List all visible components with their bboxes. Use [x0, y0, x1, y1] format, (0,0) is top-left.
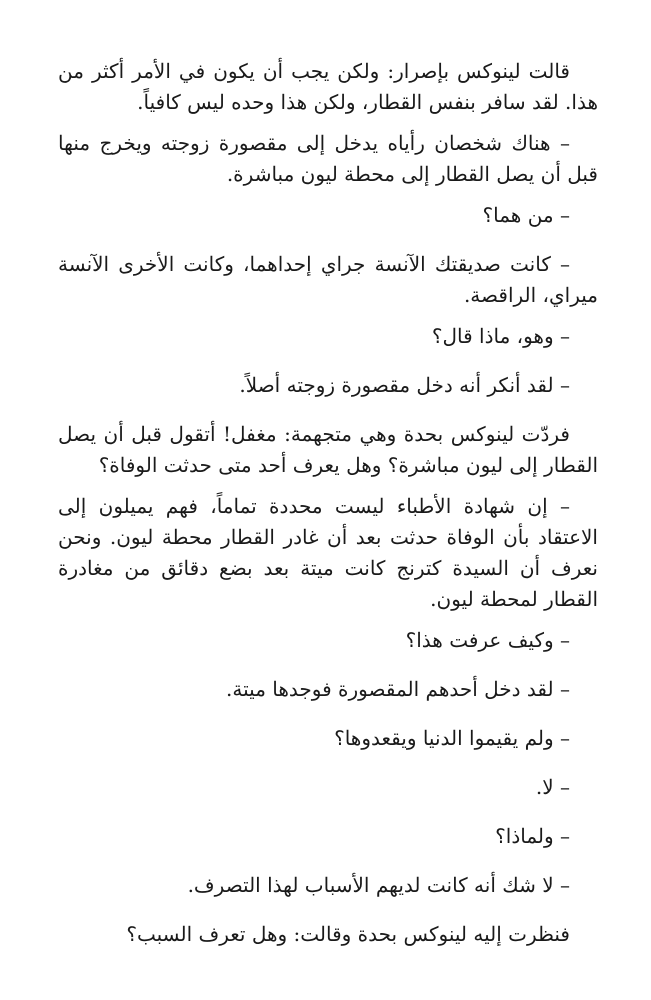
paragraph: فردّت لينوكس بحدة وهي متجهمة: مغفل! أتقول قبل أن يصل القطار إلى ليون مباشرة؟ وهل يعرف أحد متى حدثت الوفاة؟ — [58, 422, 598, 477]
paragraph: – هناك شخصان رأياه يدخل إلى مقصورة زوجته ويخرج منها قبل أن يصل القطار إلى محطة ليون مباشرة. — [58, 131, 598, 186]
paragraph: – إن شهادة الأطباء ليست محددة تماماً، فهم يميلون إلى الاعتقاد بأن الوفاة حدثت بعد أن غادر القطار محطة ليون. ونحن نعرف أن السيدة كترنج كانت ميتة بعد بضع دقائق من مغادرة القطار لمحطة ليون. — [58, 494, 598, 611]
paragraph: – ولم يقيموا الدنيا ويقعدوها؟ — [334, 726, 570, 750]
paragraph: – وهو، ماذا قال؟ — [431, 324, 570, 348]
paragraph: – كانت صديقتك الآنسة جراي إحداهما، وكانت الأخرى الآنسة ميراي، الراقصة. — [58, 252, 598, 307]
paragraph: – لا. — [535, 775, 570, 799]
paragraph: – ولماذا؟ — [495, 824, 570, 848]
paragraph: فنظرت إليه لينوكس بحدة وقالت: وهل تعرف السبب؟ — [126, 922, 570, 946]
paragraph: – لا شك أنه كانت لديهم الأسباب لهذا التصرف. — [187, 873, 570, 897]
paragraph: – وكيف عرفت هذا؟ — [405, 628, 570, 652]
paragraph: قالت لينوكس بإصرار: ولكن يجب أن يكون في الأمر أكثر من هذا. لقد سافر بنفس القطار، ولكن هذا وحده ليس كافياً. — [58, 59, 598, 114]
paragraph: – من هما؟ — [482, 203, 570, 227]
paragraph: – لقد دخل أحدهم المقصورة فوجدها ميتة. — [226, 677, 570, 701]
page-text — [58, 56, 598, 968]
paragraph: – لقد أنكر أنه دخل مقصورة زوجته أصلاً. — [239, 373, 570, 397]
